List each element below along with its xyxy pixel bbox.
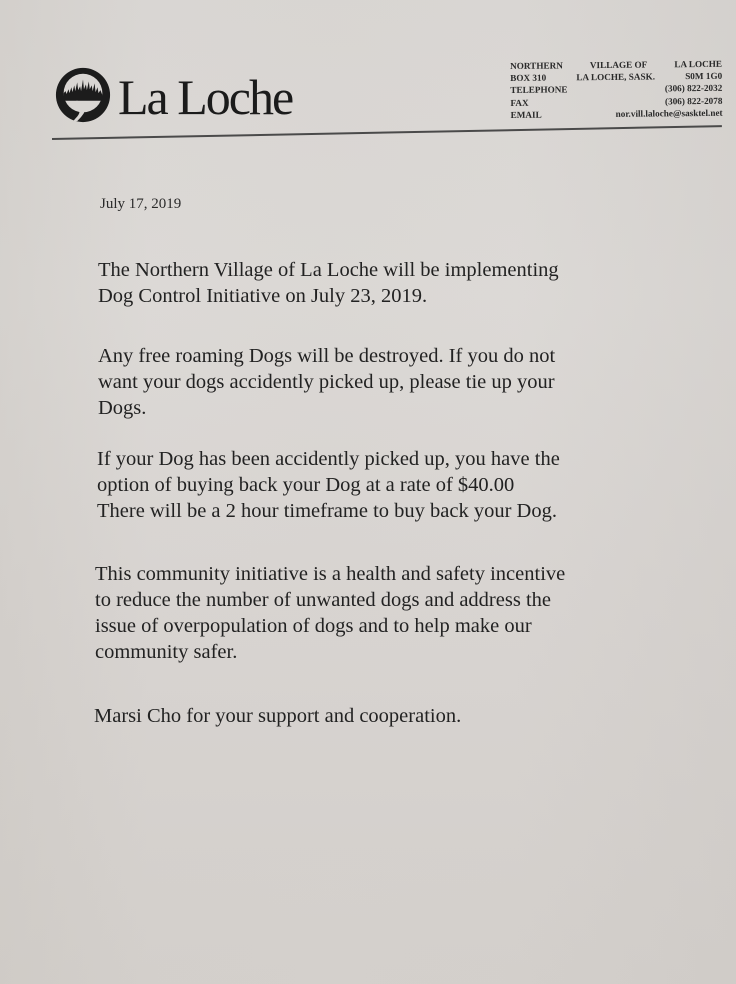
contact-city: LA LOCHE, SASK. (576, 71, 656, 83)
contact-telephone-value: (306) 822-2032 (664, 83, 723, 94)
forest-river-circle-icon (54, 66, 112, 124)
paragraph-line: There will be a 2 hour timeframe to buy back your Dog. (97, 500, 557, 522)
contact-box: BOX 310 (510, 72, 547, 84)
letterhead-contact-block (510, 58, 723, 121)
paragraph-line: Dogs. (98, 397, 147, 419)
paragraph-line: Any free roaming Dogs will be destroyed. If you do not (98, 345, 556, 367)
contact-postal-code: S0M 1G0 (685, 70, 723, 82)
contact-telephone-label: TELEPHONE (510, 84, 568, 96)
contact-name-1: NORTHERN (510, 60, 563, 71)
contact-name-3: LA LOCHE (674, 58, 723, 70)
paragraph-line: issue of overpopulation of dogs and to help make our (95, 615, 532, 637)
paragraph-line: to reduce the number of unwanted dogs and address the (95, 589, 551, 611)
letterhead-logo (54, 66, 292, 124)
paragraph-announcement (98, 257, 698, 309)
paragraph-line: Dog Control Initiative on July 23, 2019. (98, 285, 428, 307)
paragraph-line: Marsi Cho for your support and cooperation. (94, 705, 462, 727)
paragraph-line: The Northern Village of La Loche will be implementing (98, 259, 559, 281)
paragraph-line: want your dogs accidently picked up, please tie up your (98, 371, 555, 393)
contact-email-value: nor.vill.laloche@sasktel.net (615, 107, 723, 119)
paragraph-purpose (95, 561, 695, 665)
letter-date: July 17, 2019 (100, 196, 182, 212)
paragraph-line: option of buying back your Dog at a rate of $40.00 (97, 474, 515, 496)
contact-fax-value: (306) 822-2078 (664, 95, 723, 106)
paragraph-warning (98, 343, 698, 421)
contact-name-2: VILLAGE OF (589, 59, 648, 71)
paragraph-closing (94, 703, 694, 729)
letterhead-divider (52, 125, 722, 139)
paragraph-line: community safer. (95, 641, 238, 663)
contact-fax-label: FAX (510, 97, 529, 108)
contact-email-label: EMAIL (510, 109, 542, 120)
contact-row-email (511, 107, 723, 121)
logo-wordmark: La Loche (118, 69, 293, 125)
paragraph-buyback (97, 446, 697, 524)
paragraph-line: This community initiative is a health and safety incentive (95, 563, 566, 585)
paragraph-line: If your Dog has been accidently picked up, you have the (97, 448, 560, 470)
